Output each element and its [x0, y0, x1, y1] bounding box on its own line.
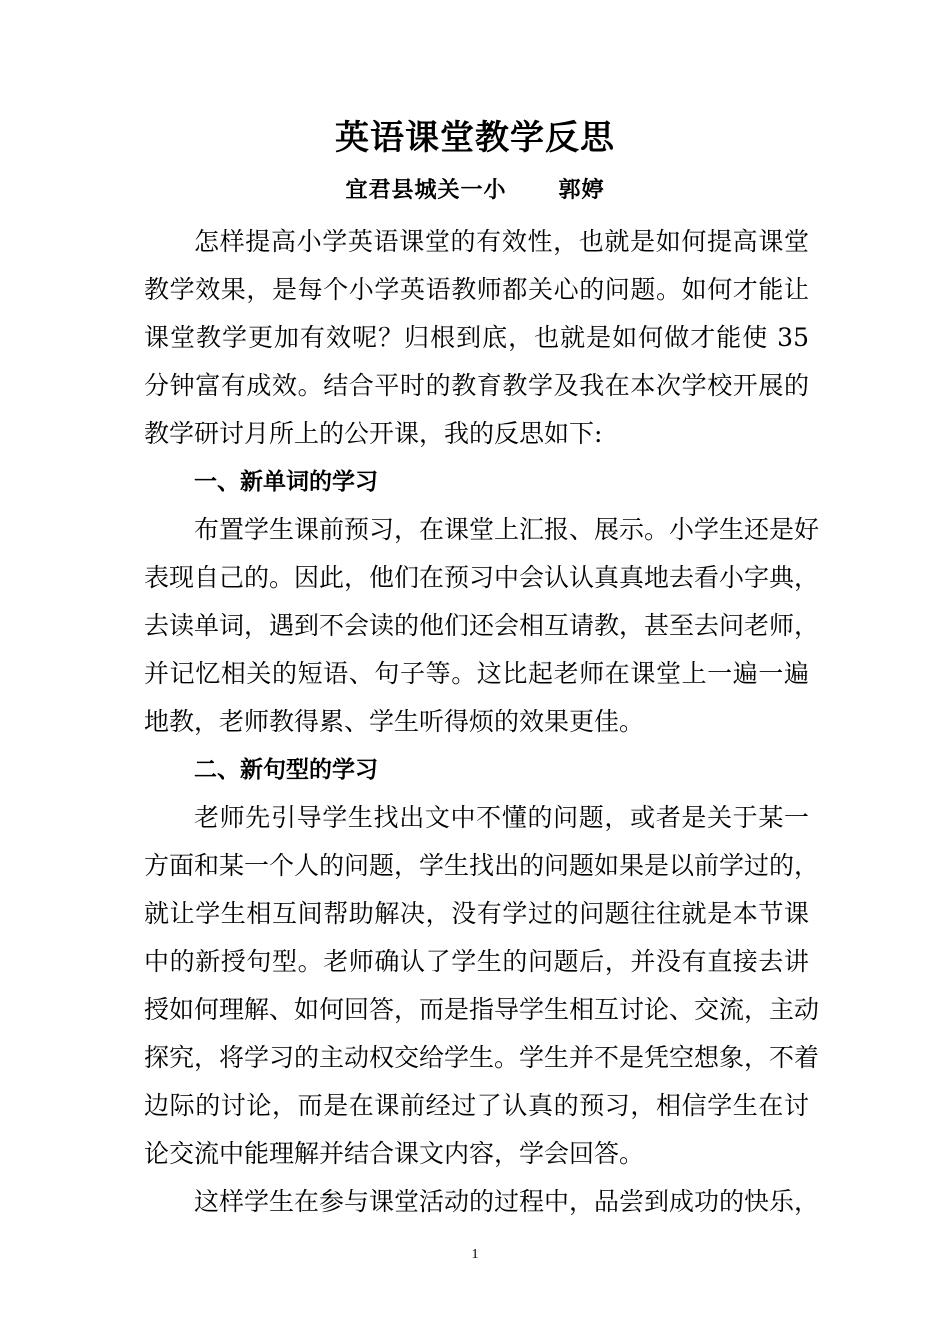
paragraph-line: 论交流中能理解并结合课文内容，学会回答。: [144, 1139, 645, 1168]
paragraph-line: 教学效果，是每个小学英语教师都关心的问题。如何才能让: [144, 275, 809, 304]
paragraph-line: 地教，老师教得累、学生听得烦的效果更佳。: [144, 707, 645, 736]
paragraph-line: 布置学生课前预习，在课堂上汇报、展示。小学生还是好: [194, 515, 820, 544]
paragraph-line: 表现自己的。因此，他们在预习中会认认真真地去看小字典，: [144, 563, 820, 592]
paragraph-line: 老师先引导学生找出文中不懂的问题，或者是关于某一: [194, 803, 809, 832]
paragraph-line: 探究，将学习的主动权交给学生。学生并不是凭空想象，不着: [144, 1043, 820, 1072]
paragraph-line: 课堂教学更加有效呢？归根到底，也就是如何做才能使 35: [144, 323, 809, 352]
document-title: 英语课堂教学反思: [335, 118, 615, 158]
document-body: [144, 218, 820, 1226]
section-heading: 二、新句型的学习: [194, 757, 378, 783]
paragraph-line: 边际的讨论，而是在课前经过了认真的预习，相信学生在讨: [144, 1091, 809, 1120]
paragraph-line: 去读单词，遇到不会读的他们还会相互请教，甚至去问老师，: [144, 611, 820, 640]
page-number: 1: [471, 1247, 479, 1262]
paragraph-line: 怎样提高小学英语课堂的有效性，也就是如何提高课堂: [194, 227, 809, 256]
author-line: 宜君县城关一小 郭婷: [345, 177, 605, 203]
paragraph-line: 方面和某一个人的问题，学生找出的问题如果是以前学过的，: [144, 851, 820, 880]
paragraph-line: 这样学生在参与课堂活动的过程中，品尝到成功的快乐，: [194, 1187, 820, 1216]
section-heading: 一、新单词的学习: [194, 469, 378, 495]
paragraph-line: 中的新授句型。老师确认了学生的问题后，并没有直接去讲: [144, 947, 809, 976]
paragraph-line: 教学研讨月所上的公开课，我的反思如下:: [144, 419, 603, 448]
paragraph-line: 授如何理解、如何回答，而是指导学生相互讨论、交流，主动: [144, 995, 820, 1024]
paragraph-line: 就让学生相互间帮助解决，没有学过的问题往往就是本节课: [144, 899, 809, 928]
paragraph-line: 并记忆相关的短语、句子等。这比起老师在课堂上一遍一遍: [144, 659, 809, 688]
paragraph-line: 分钟富有成效。结合平时的教育教学及我在本次学校开展的: [144, 371, 809, 400]
